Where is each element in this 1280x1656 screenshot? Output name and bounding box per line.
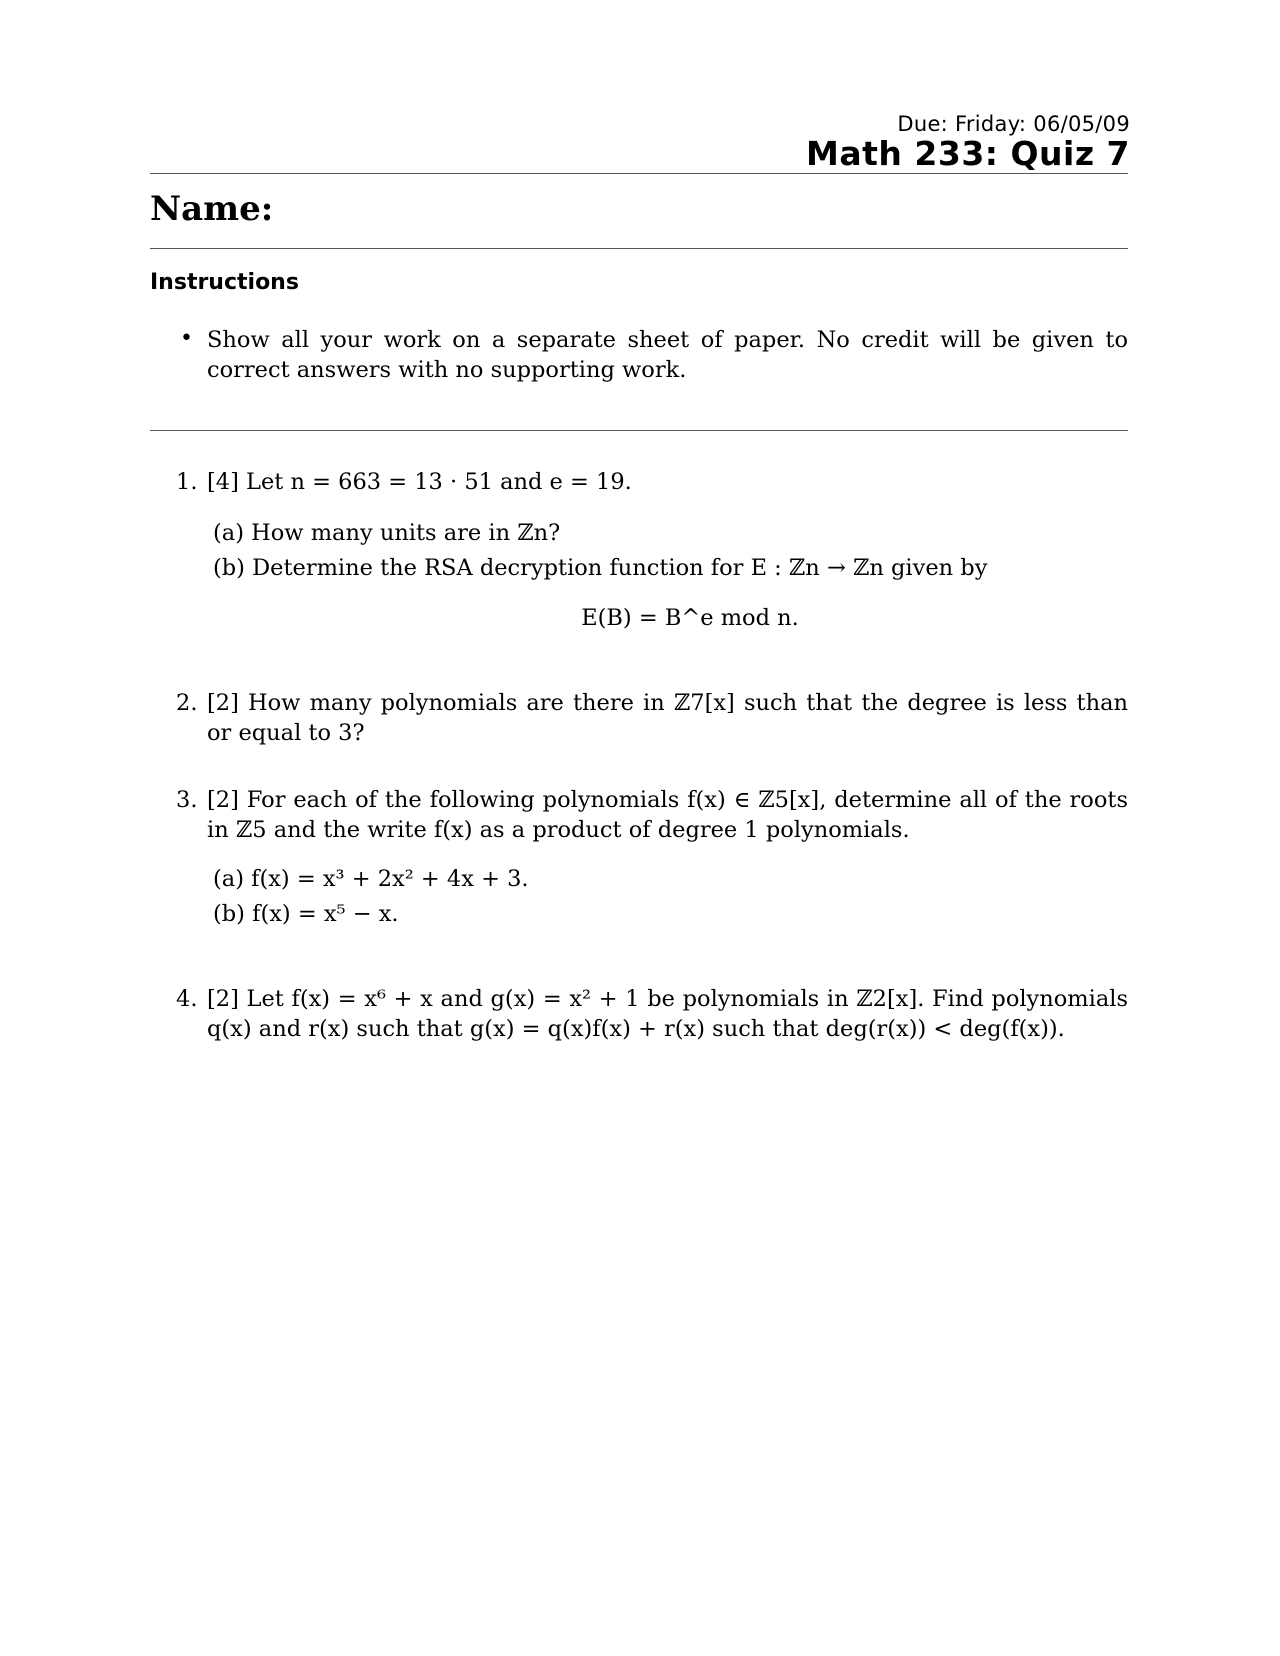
part-text: f(x) = x⁵ − x. [252, 901, 399, 927]
part-text: f(x) = x³ + 2x² + 4x + 3. [251, 866, 529, 892]
name-label: Name: [150, 189, 274, 229]
part-label: (b) [213, 901, 245, 927]
question-points: [4] [207, 469, 239, 495]
question-math-text: For each of the following polynomials f(x) ∈ ℤ5[x], determine all of the roots in ℤ5 and the write f(x) as a product of degree 1 polynomials. [207, 787, 1128, 843]
divider [150, 173, 1128, 174]
name-line [150, 248, 1128, 249]
question-part [213, 553, 987, 583]
question-number: 2. [176, 690, 198, 716]
divider [150, 430, 1128, 431]
question-text [207, 688, 1128, 748]
question-text [207, 467, 1128, 497]
question-number: 3. [176, 787, 198, 813]
question-math-text: Let n = 663 = 13 · 51 and e = 19. [246, 469, 632, 495]
part-text: How many units are in ℤn? [251, 520, 561, 546]
display-equation: E(B) = B^e mod n. [581, 605, 799, 631]
part-label: (b) [213, 555, 245, 581]
due-date: Due: Friday: 06/05/09 [897, 112, 1130, 136]
question-points: [2] [207, 787, 239, 813]
question-math-text: How many polynomials are there in ℤ7[x] such that the degree is less than or equal to 3? [207, 690, 1129, 746]
question-number: 4. [176, 986, 198, 1012]
quiz-title: Math 233: Quiz 7 [806, 134, 1130, 173]
question-part [213, 518, 560, 548]
bullet-icon: • [180, 326, 193, 351]
question-math-text: Let f(x) = x⁶ + x and g(x) = x² + 1 be polynomials in ℤ2[x]. Find polynomials q(x) and r(x) such that g(x) = q(x)f(x) + r(x) such that deg(r(x)) < deg(f(x)). [207, 986, 1128, 1042]
instructions-heading: Instructions [150, 270, 299, 295]
question-points: [2] [207, 690, 239, 716]
question-part [213, 864, 529, 894]
part-label: (a) [213, 866, 244, 892]
instruction-item: Show all your work on a separate sheet of paper. No credit will be given to correct answers with no supporting work. [207, 327, 1128, 383]
question-text [207, 785, 1128, 845]
question-part [213, 899, 399, 929]
part-label: (a) [213, 520, 244, 546]
part-text: Determine the RSA decryption function for E : ℤn → ℤn given by [252, 555, 988, 581]
question-text [207, 984, 1128, 1044]
question-number: 1. [176, 469, 198, 495]
question-points: [2] [207, 986, 239, 1012]
